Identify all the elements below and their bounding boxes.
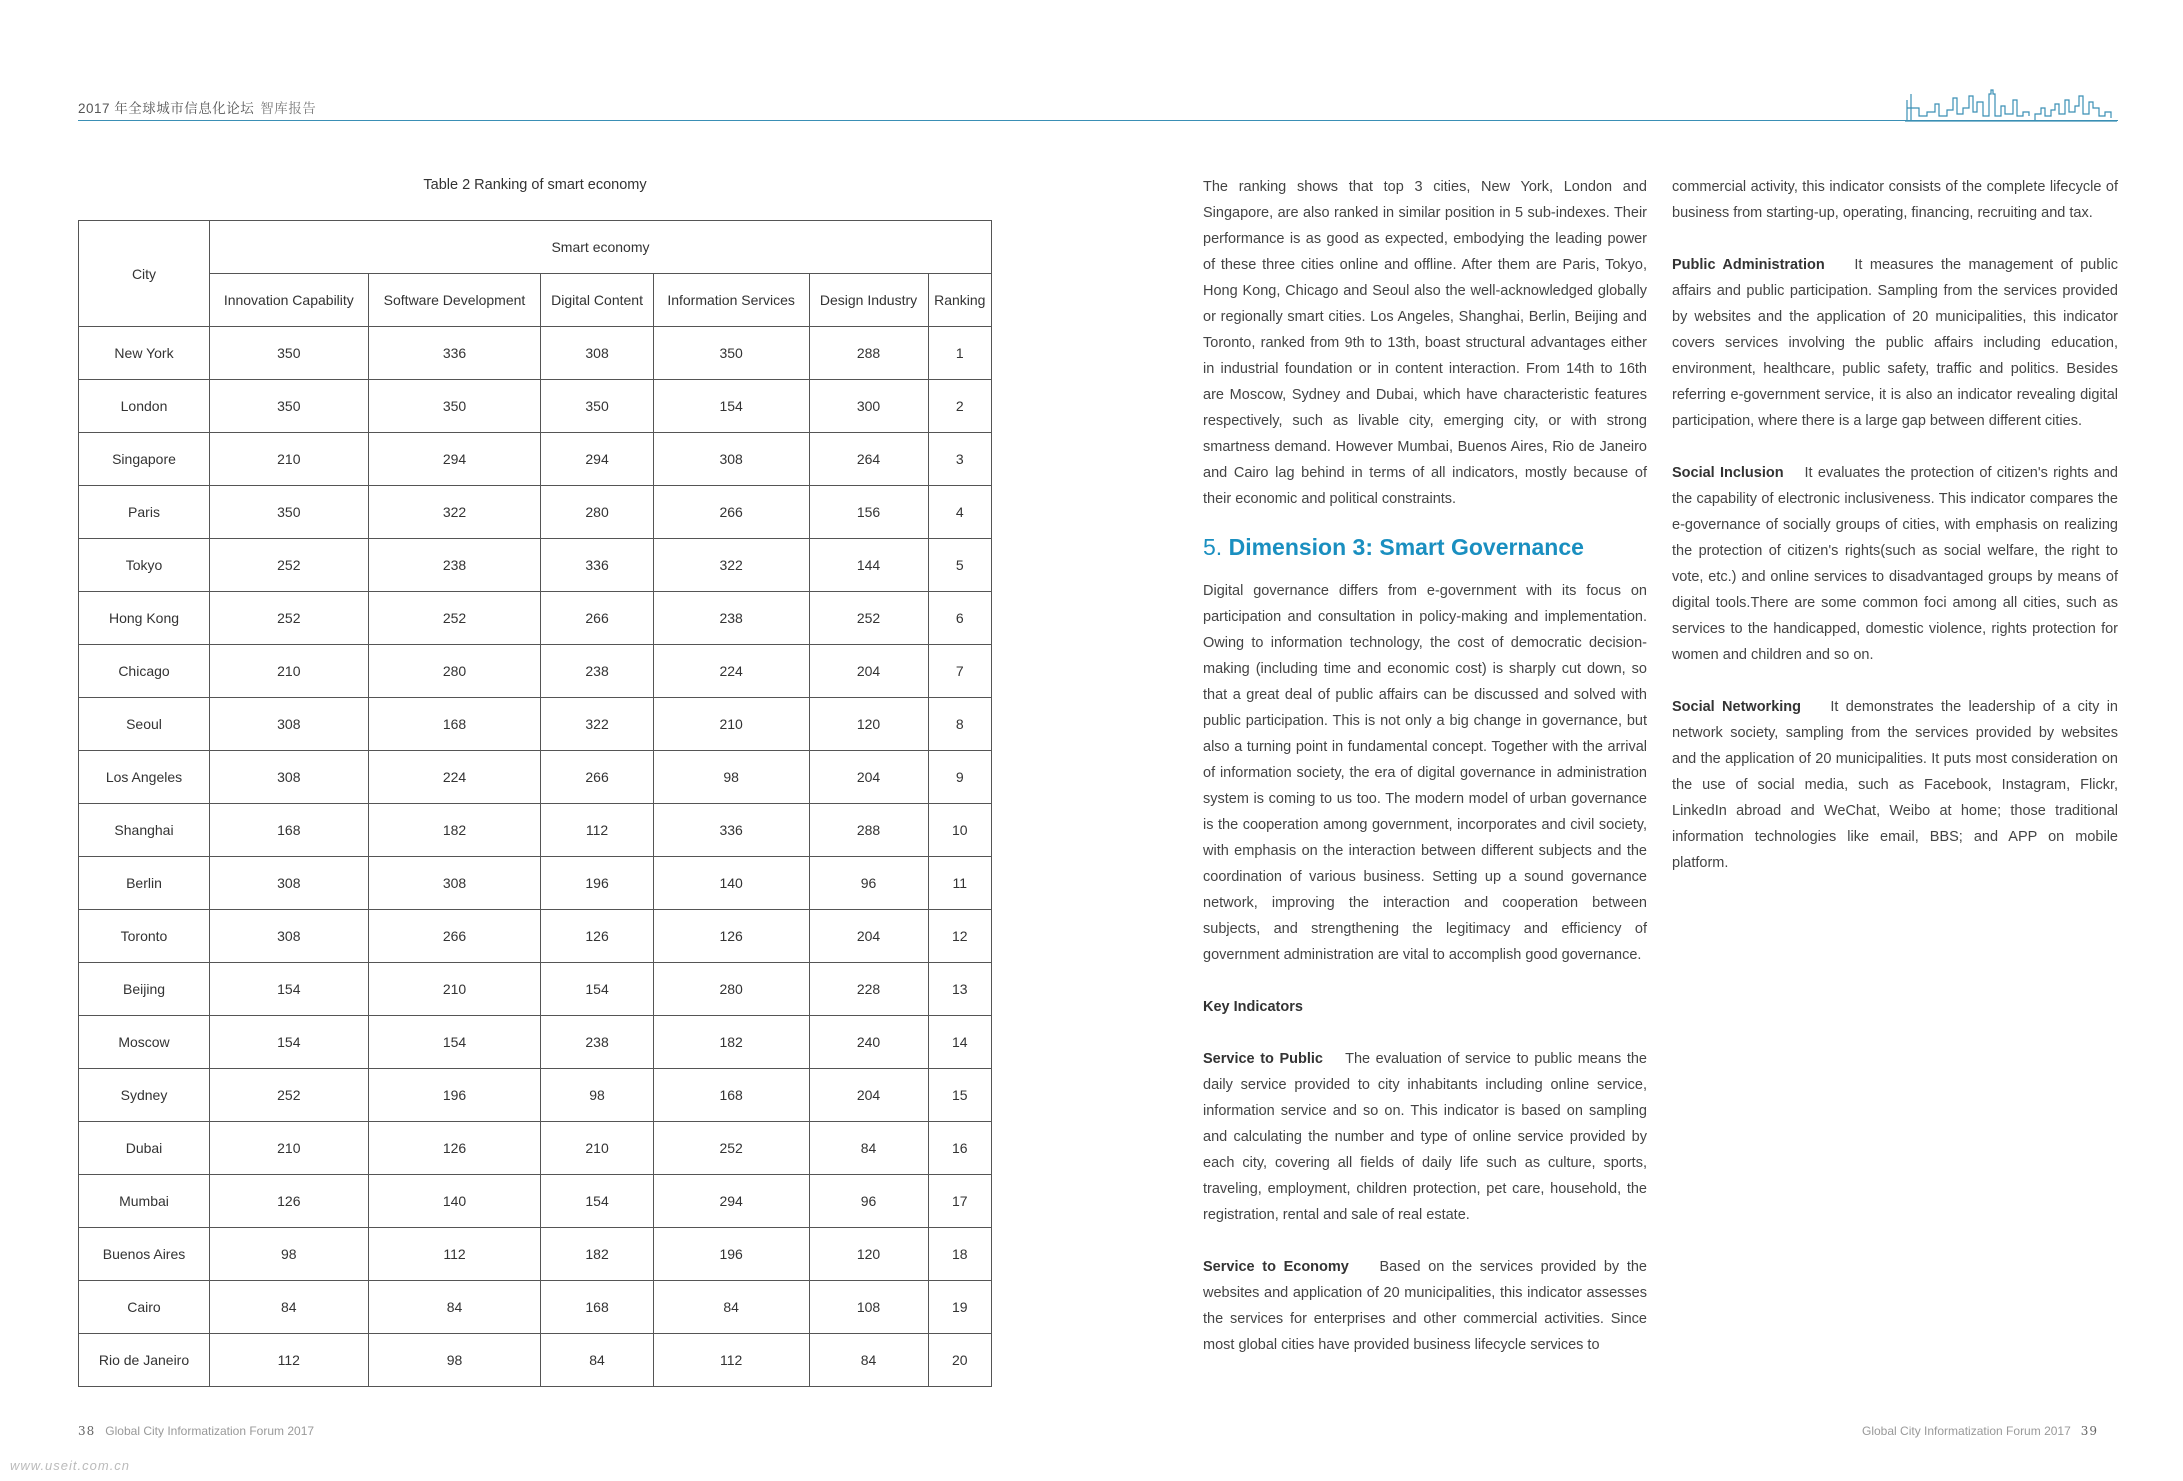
value-cell: 112 bbox=[368, 1228, 541, 1281]
value-cell: 14 bbox=[928, 1016, 991, 1069]
table-row bbox=[79, 1281, 992, 1334]
value-cell: 120 bbox=[809, 698, 928, 751]
section-title: Dimension 3: Smart Governance bbox=[1228, 534, 1584, 560]
table-row bbox=[79, 1069, 992, 1122]
watermark: www.useit.com.cn bbox=[10, 1458, 131, 1473]
page-number-left: 38 bbox=[78, 1424, 96, 1438]
table-row bbox=[79, 1122, 992, 1175]
value-cell: 20 bbox=[928, 1334, 991, 1387]
city-cell: Singapore bbox=[79, 433, 210, 486]
value-cell: 154 bbox=[368, 1016, 541, 1069]
table-row bbox=[79, 857, 992, 910]
group-header: Smart economy bbox=[210, 221, 992, 274]
value-cell: 196 bbox=[541, 857, 653, 910]
table-row bbox=[79, 1016, 992, 1069]
value-cell: 266 bbox=[541, 592, 653, 645]
table-row bbox=[79, 486, 992, 539]
value-cell: 350 bbox=[210, 327, 369, 380]
value-cell: 280 bbox=[541, 486, 653, 539]
value-cell: 84 bbox=[541, 1334, 653, 1387]
service-public-label: Service to Public bbox=[1203, 1051, 1323, 1067]
value-cell: 238 bbox=[653, 592, 809, 645]
value-cell: 252 bbox=[368, 592, 541, 645]
value-cell: 98 bbox=[368, 1334, 541, 1387]
value-cell: 9 bbox=[928, 751, 991, 804]
city-skyline-logo bbox=[1905, 86, 2117, 122]
value-cell: 182 bbox=[653, 1016, 809, 1069]
value-cell: 264 bbox=[809, 433, 928, 486]
value-cell: 84 bbox=[809, 1334, 928, 1387]
footer-right bbox=[1862, 1424, 2098, 1438]
header-subtitle: 智库报告 bbox=[260, 101, 317, 117]
service-economy-label: Service to Economy bbox=[1203, 1259, 1349, 1275]
intro-paragraph: The ranking shows that top 3 cities, New York, London and Singapore, are also ranked in similar position in 5 sub-indexes. Their performance is as good as expected, embodying the leading power of these three cities online and offline. After them are Paris, Tokyo, Hong Kong, Chicago and Seoul also the well-acknowledged globally or regionally smart cities. Los Angeles, Shanghai, Berlin, Beijing and Toronto, ranked from 9th to 13th, boast structural advantages either in industrial foundation or in content interaction. From 14th to 16th are Moscow, Sydney and Dubai, which have characteristic features respectively, such as livable city, emerging city, or with strong smartness demand. However Mumbai, Buenos Aires, Rio de Janeiro and Cairo lag behind in terms of all indicators, mostly because of their economic and political constraints. bbox=[1203, 179, 1647, 507]
value-cell: 224 bbox=[368, 751, 541, 804]
value-cell: 308 bbox=[210, 698, 369, 751]
key-indicators-heading: Key Indicators bbox=[1203, 999, 1303, 1015]
value-cell: 294 bbox=[368, 433, 541, 486]
value-cell: 84 bbox=[368, 1281, 541, 1334]
value-cell: 322 bbox=[541, 698, 653, 751]
value-cell: 1 bbox=[928, 327, 991, 380]
value-cell: 322 bbox=[653, 539, 809, 592]
value-cell: 182 bbox=[368, 804, 541, 857]
value-cell: 336 bbox=[368, 327, 541, 380]
public-admin-paragraph bbox=[1672, 252, 2118, 434]
footer-left bbox=[78, 1424, 314, 1438]
value-cell: 252 bbox=[210, 539, 369, 592]
value-cell: 204 bbox=[809, 751, 928, 804]
value-cell: 210 bbox=[210, 433, 369, 486]
value-cell: 238 bbox=[541, 1016, 653, 1069]
value-cell: 288 bbox=[809, 327, 928, 380]
city-cell: Hong Kong bbox=[79, 592, 210, 645]
value-cell: 96 bbox=[809, 857, 928, 910]
value-cell: 210 bbox=[210, 1122, 369, 1175]
ranking-table bbox=[78, 220, 992, 1387]
value-cell: 168 bbox=[368, 698, 541, 751]
column-header: Digital Content bbox=[541, 274, 653, 327]
value-cell: 11 bbox=[928, 857, 991, 910]
value-cell: 238 bbox=[368, 539, 541, 592]
value-cell: 252 bbox=[809, 592, 928, 645]
city-cell: Buenos Aires bbox=[79, 1228, 210, 1281]
table-row bbox=[79, 645, 992, 698]
value-cell: 350 bbox=[541, 380, 653, 433]
value-cell: 350 bbox=[210, 486, 369, 539]
value-cell: 308 bbox=[541, 327, 653, 380]
social-inclusion-text: It evaluates the protection of citizen's rights and the capability of electronic inclusiveness. This indicator compares the e-governance of socially groups of cities, with emphasis on realizing the protection of citizen's rights(such as social welfare, the right to vote, etc.) and online services to disadvantaged groups by means of digital tools.There are some common foci among all cities, such as services to the handicapped, domestic violence, rights protection for women and children and so on. bbox=[1672, 465, 2118, 663]
table-row bbox=[79, 380, 992, 433]
column-header: Software Development bbox=[368, 274, 541, 327]
value-cell: 154 bbox=[210, 963, 369, 1016]
city-cell: Dubai bbox=[79, 1122, 210, 1175]
value-cell: 154 bbox=[210, 1016, 369, 1069]
value-cell: 3 bbox=[928, 433, 991, 486]
city-column-header: City bbox=[79, 221, 210, 327]
service-economy-text: Based on the services provided by the websites and application of 20 municipalities, this indicator assesses the services for enterprises and other commercial activities. Since most global cities have provided business lifecycle services to bbox=[1203, 1259, 1647, 1353]
value-cell: 336 bbox=[653, 804, 809, 857]
value-cell: 350 bbox=[368, 380, 541, 433]
value-cell: 84 bbox=[809, 1122, 928, 1175]
city-cell: Beijing bbox=[79, 963, 210, 1016]
value-cell: 96 bbox=[809, 1175, 928, 1228]
value-cell: 112 bbox=[541, 804, 653, 857]
table-row bbox=[79, 698, 992, 751]
value-cell: 168 bbox=[653, 1069, 809, 1122]
value-cell: 112 bbox=[210, 1334, 369, 1387]
value-cell: 266 bbox=[653, 486, 809, 539]
value-cell: 98 bbox=[653, 751, 809, 804]
table-row bbox=[79, 327, 992, 380]
city-cell: Chicago bbox=[79, 645, 210, 698]
governance-paragraph: Digital governance differs from e-government with its focus on participation and consultation in policy-making and implementation. Owing to information technology, the cost of democratic decision-making (including time and economic cost) is sharply cut down, so that a great deal of public affairs can be discussed and solved with public participation. This is not only a big change in governance, but also a turning point in fundamental concept. Together with the arrival of information society, the era of digital governance in administration system is coming to us too. The modern model of urban governance is the cooperation among government, incorporates and civil society, with emphasis on the interaction between different subjects and the coordination of various business. Setting up a sound governance network, improving the interaction and cooperation between subjects, and strengthening the legitimacy and efficiency of government administration are vital to accomplish good governance. bbox=[1203, 583, 1647, 963]
city-cell: Paris bbox=[79, 486, 210, 539]
value-cell: 18 bbox=[928, 1228, 991, 1281]
value-cell: 144 bbox=[809, 539, 928, 592]
continuation-paragraph: commercial activity, this indicator consists of the complete lifecycle of business from starting-up, operating, financing, recruiting and tax. bbox=[1672, 179, 2118, 221]
city-cell: London bbox=[79, 380, 210, 433]
value-cell: 182 bbox=[541, 1228, 653, 1281]
value-cell: 350 bbox=[210, 380, 369, 433]
value-cell: 252 bbox=[210, 1069, 369, 1122]
footer-left-text: Global City Informatization Forum 2017 bbox=[105, 1424, 315, 1438]
value-cell: 308 bbox=[368, 857, 541, 910]
value-cell: 288 bbox=[809, 804, 928, 857]
city-cell: Berlin bbox=[79, 857, 210, 910]
city-cell: Seoul bbox=[79, 698, 210, 751]
service-public-text: The evaluation of service to public means the daily service provided to city inhabitants including online service, information service and so on. This indicator is based on sampling and calculating the number and type of online service provided by each city, covering all fields of daily life such as culture, sports, traveling, employment, children protection, pet care, household, the registration, rental and sale of real estate. bbox=[1203, 1051, 1647, 1223]
value-cell: 294 bbox=[653, 1175, 809, 1228]
city-cell: Moscow bbox=[79, 1016, 210, 1069]
value-cell: 196 bbox=[368, 1069, 541, 1122]
value-cell: 5 bbox=[928, 539, 991, 592]
value-cell: 204 bbox=[809, 645, 928, 698]
value-cell: 126 bbox=[541, 910, 653, 963]
value-cell: 308 bbox=[210, 751, 369, 804]
table-row bbox=[79, 1334, 992, 1387]
city-cell: New York bbox=[79, 327, 210, 380]
value-cell: 204 bbox=[809, 1069, 928, 1122]
table-row bbox=[79, 433, 992, 486]
value-cell: 108 bbox=[809, 1281, 928, 1334]
value-cell: 15 bbox=[928, 1069, 991, 1122]
value-cell: 84 bbox=[210, 1281, 369, 1334]
text-column-right bbox=[1672, 174, 2118, 876]
value-cell: 112 bbox=[653, 1334, 809, 1387]
value-cell: 16 bbox=[928, 1122, 991, 1175]
value-cell: 8 bbox=[928, 698, 991, 751]
value-cell: 240 bbox=[809, 1016, 928, 1069]
value-cell: 308 bbox=[210, 910, 369, 963]
value-cell: 210 bbox=[653, 698, 809, 751]
value-cell: 266 bbox=[541, 751, 653, 804]
value-cell: 210 bbox=[541, 1122, 653, 1175]
city-cell: Cairo bbox=[79, 1281, 210, 1334]
social-networking-paragraph bbox=[1672, 694, 2118, 876]
value-cell: 120 bbox=[809, 1228, 928, 1281]
city-cell: Los Angeles bbox=[79, 751, 210, 804]
value-cell: 156 bbox=[809, 486, 928, 539]
value-cell: 98 bbox=[210, 1228, 369, 1281]
section-heading bbox=[1203, 530, 1647, 564]
value-cell: 154 bbox=[541, 1175, 653, 1228]
value-cell: 252 bbox=[210, 592, 369, 645]
city-cell: Shanghai bbox=[79, 804, 210, 857]
column-header: Innovation Capability bbox=[210, 274, 369, 327]
section-number: 5. bbox=[1203, 534, 1223, 560]
page-number-right: 39 bbox=[2080, 1424, 2099, 1438]
value-cell: 308 bbox=[653, 433, 809, 486]
value-cell: 168 bbox=[541, 1281, 653, 1334]
table-row bbox=[79, 592, 992, 645]
service-economy-paragraph bbox=[1203, 1254, 1647, 1358]
header-rule bbox=[78, 120, 2118, 121]
table-caption: Table 2 Ranking of smart economy bbox=[423, 177, 647, 193]
value-cell: 300 bbox=[809, 380, 928, 433]
value-cell: 294 bbox=[541, 433, 653, 486]
value-cell: 266 bbox=[368, 910, 541, 963]
table-row bbox=[79, 963, 992, 1016]
value-cell: 196 bbox=[653, 1228, 809, 1281]
city-cell: Toronto bbox=[79, 910, 210, 963]
value-cell: 10 bbox=[928, 804, 991, 857]
value-cell: 210 bbox=[368, 963, 541, 1016]
column-header: Information Services bbox=[653, 274, 809, 327]
value-cell: 228 bbox=[809, 963, 928, 1016]
value-cell: 126 bbox=[368, 1122, 541, 1175]
value-cell: 140 bbox=[368, 1175, 541, 1228]
table-row bbox=[79, 751, 992, 804]
city-cell: Sydney bbox=[79, 1069, 210, 1122]
table-row bbox=[79, 1228, 992, 1281]
social-inclusion-paragraph bbox=[1672, 460, 2118, 668]
value-cell: 140 bbox=[653, 857, 809, 910]
public-admin-label: Public Administration bbox=[1672, 257, 1825, 273]
footer-right-text: Global City Informatization Forum 2017 bbox=[1862, 1424, 2071, 1438]
running-header bbox=[78, 97, 316, 117]
value-cell: 7 bbox=[928, 645, 991, 698]
value-cell: 308 bbox=[210, 857, 369, 910]
table-row bbox=[79, 910, 992, 963]
social-inclusion-label: Social Inclusion bbox=[1672, 465, 1784, 481]
header-title: 2017 年全球城市信息化论坛 bbox=[78, 101, 255, 116]
value-cell: 126 bbox=[653, 910, 809, 963]
column-header: Ranking bbox=[928, 274, 991, 327]
service-public-paragraph bbox=[1203, 1046, 1647, 1228]
social-networking-label: Social Networking bbox=[1672, 699, 1802, 715]
value-cell: 126 bbox=[210, 1175, 369, 1228]
table-row bbox=[79, 804, 992, 857]
value-cell: 13 bbox=[928, 963, 991, 1016]
value-cell: 4 bbox=[928, 486, 991, 539]
value-cell: 17 bbox=[928, 1175, 991, 1228]
value-cell: 6 bbox=[928, 592, 991, 645]
value-cell: 336 bbox=[541, 539, 653, 592]
value-cell: 238 bbox=[541, 645, 653, 698]
value-cell: 224 bbox=[653, 645, 809, 698]
value-cell: 280 bbox=[368, 645, 541, 698]
value-cell: 204 bbox=[809, 910, 928, 963]
text-column-left bbox=[1203, 174, 1647, 1358]
value-cell: 168 bbox=[210, 804, 369, 857]
value-cell: 322 bbox=[368, 486, 541, 539]
table-row bbox=[79, 539, 992, 592]
value-cell: 252 bbox=[653, 1122, 809, 1175]
city-cell: Mumbai bbox=[79, 1175, 210, 1228]
value-cell: 280 bbox=[653, 963, 809, 1016]
value-cell: 154 bbox=[541, 963, 653, 1016]
city-cell: Tokyo bbox=[79, 539, 210, 592]
value-cell: 210 bbox=[210, 645, 369, 698]
table-row bbox=[79, 1175, 992, 1228]
value-cell: 350 bbox=[653, 327, 809, 380]
column-header: Design Industry bbox=[809, 274, 928, 327]
value-cell: 2 bbox=[928, 380, 991, 433]
public-admin-text: It measures the management of public affairs and public participation. Sampling from the services provided by websites and the application of 20 municipalities, this indicator covers services involving the public affairs including education, environment, healthcare, public safety, traffic and politics. Besides referring e-government service, it is also an indicator revealing digital participation, where there is a large gap between different cities. bbox=[1672, 257, 2118, 429]
value-cell: 19 bbox=[928, 1281, 991, 1334]
value-cell: 12 bbox=[928, 910, 991, 963]
value-cell: 154 bbox=[653, 380, 809, 433]
value-cell: 98 bbox=[541, 1069, 653, 1122]
value-cell: 84 bbox=[653, 1281, 809, 1334]
city-cell: Rio de Janeiro bbox=[79, 1334, 210, 1387]
social-networking-text: It demonstrates the leadership of a city in network society, sampling from the services provided by websites and the application of 20 municipalities. It puts most consideration on the use of social media, such as Facebook, Instagram, Flickr, LinkedIn abroad and WeChat, Weibo at home; those traditional information technologies like email, BBS; and APP on mobile platform. bbox=[1672, 699, 2118, 871]
